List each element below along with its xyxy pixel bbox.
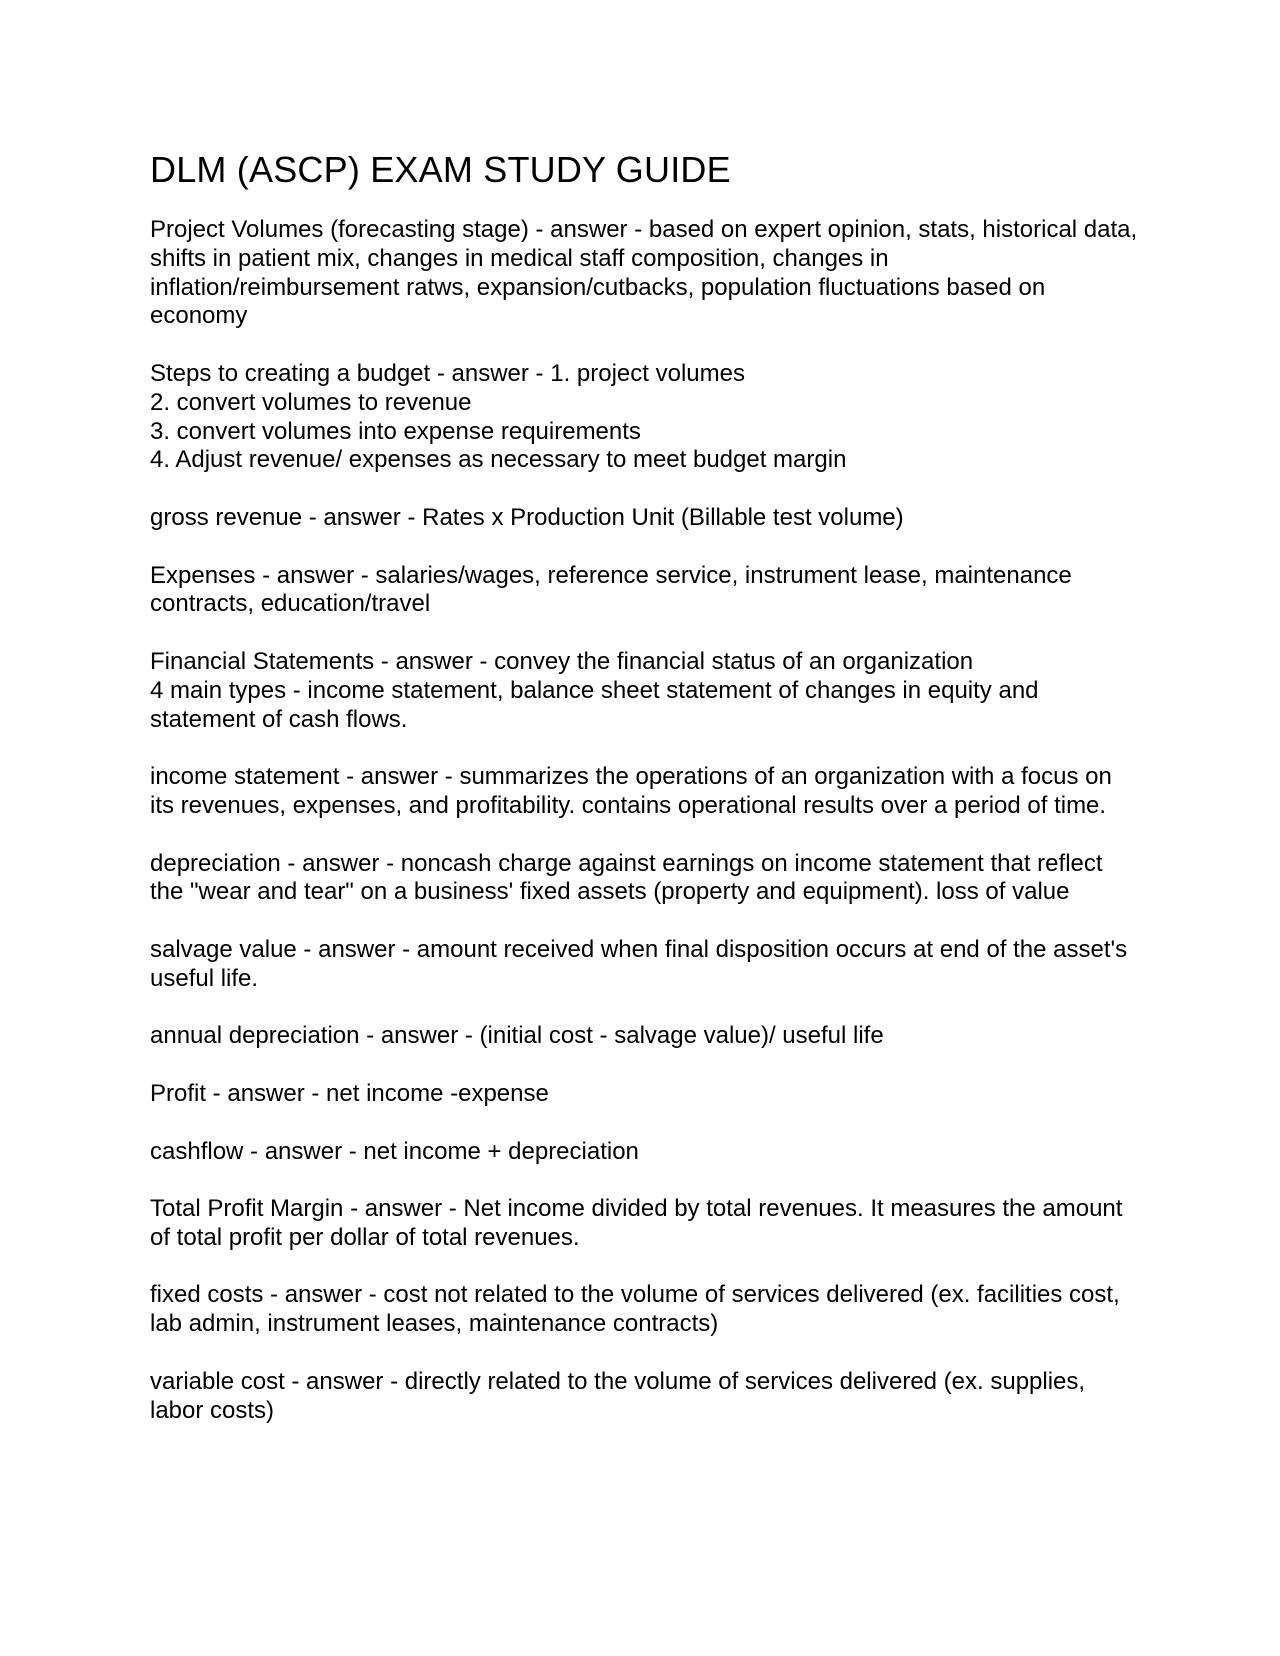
- entry-income-statement: income statement - answer - summarizes the operations of an organization with a focus on its revenues, expenses, and profitability. contains operational results over a period of time.: [150, 763, 1112, 819]
- entry-depreciation: depreciation - answer - noncash charge against earnings on income statement that reflect the "wear and tear" on a business' fixed assets (property and equipment). loss of value: [150, 849, 1103, 906]
- entry-financial-statements: Financial Statements - answer - convey the financial status of an organization 4 main types - income statement, balance sheet statement of changes in equity and statement of cash flows.: [150, 647, 1039, 733]
- entry-salvage-value: salvage value - answer - amount received when final disposition occurs at end of the asset's useful life.: [150, 935, 1128, 992]
- entry-annual-depreciation: annual depreciation - answer - (initial cost - salvage value)/ useful life: [150, 1022, 884, 1050]
- entry-profit: Profit - answer - net income -expense: [150, 1079, 549, 1107]
- document-page: [150, 148, 1140, 1454]
- entry-expenses: Expenses - answer - salaries/wages, reference service, instrument lease, maintenance contracts, education/travel: [150, 561, 1072, 618]
- entry-budget-steps: Steps to creating a budget - answer - 1. project volumes 2. convert volumes to revenue 3. convert volumes into expense requirements 4. Adjust revenue/ expenses as necessary to meet budget margin: [150, 359, 847, 474]
- entry-cashflow: cashflow - answer - net income + depreciation: [150, 1137, 639, 1165]
- entry-gross-revenue: gross revenue - answer - Rates x Production Unit (Billable test volume): [150, 503, 904, 531]
- entry-project-volumes: Project Volumes (forecasting stage) - answer - based on expert opinion, stats, historical data, shifts in patient mix, changes in medical staff composition, changes in inflation/reimbursement ratws, expansion/cutbacks, population fluctuations based on economy: [150, 216, 1138, 330]
- entry-variable-cost: variable cost - answer - directly related to the volume of services delivered (ex. supplies, labor costs): [150, 1367, 1086, 1424]
- entry-fixed-costs: fixed costs - answer - cost not related to the volume of services delivered (ex. facilities cost, lab admin, instrument leases, maintenance contracts): [150, 1281, 1120, 1338]
- entry-total-profit-margin: Total Profit Margin - answer - Net income divided by total revenues. It measures the amount of total profit per dollar of total revenues.: [150, 1195, 1123, 1251]
- document-title: DLM (ASCP) EXAM STUDY GUIDE: [150, 149, 731, 190]
